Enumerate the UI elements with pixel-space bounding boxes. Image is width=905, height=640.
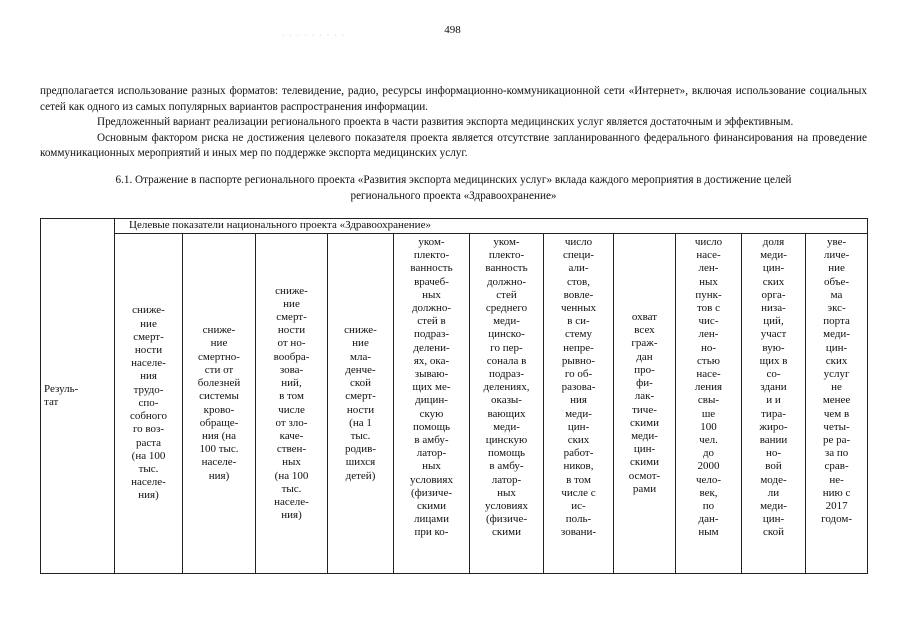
- table-cell-nurse-staffing: уком- плекто- ванность должно- стей среднего меди- цинско- го пер- сонала в подраз- делениях, оказы- вающих меди- цинскую помощь в амбу- латор- ных условиях (физиче- скими: [470, 234, 544, 574]
- table-cell-circulatory-mortality: сниже- ние смертно- сти от болезней системы крово- обраще- ния (на 100 тыс. населе- ния): [183, 234, 256, 574]
- scan-artifact: · · · · · · · · ·: [282, 33, 346, 39]
- table-cell-checkup-coverage: охват всех граж- дан про- фи- лак- тиче- скими меди- цин- скими осмот- рами: [614, 234, 676, 574]
- table-header-row: [41, 219, 868, 234]
- paragraph-risk: Основным фактором риска не достижения целевого показателя проекта является отсутствие запланированного федерального финансирования на проведение коммуникационных мероприятий и иных мер по поддержке экспорта медицинских услуг.: [40, 131, 867, 160]
- paragraph-formats: предполагается использование разных форматов: телевидение, радио, ресурсы информационно-коммуникационной сети «Интернет», включая использование социальных сетей как одного из самых популярных вариантов распространения информации.: [40, 85, 867, 113]
- table-cell-new-model-share: доля меди- цин- ских орга- низа- ций, участ вую- щих в со- здани и и тира- жиро- вании но- вой моде- ли меди- цин- ской: [742, 234, 806, 574]
- table-row: [41, 234, 868, 574]
- table-row-label-cell: [41, 219, 115, 574]
- passport-table: [40, 218, 868, 574]
- section-heading-line1: 6.1. Отражение в паспорте регионального проекта «Развития экспорта медицинских услуг» вклада каждого мероприятия в достижение целей: [115, 174, 792, 186]
- body-text: [40, 84, 867, 162]
- section-heading-line2: регионального проекта «Здравоохранение»: [350, 189, 557, 202]
- table-cell-continuing-education: число специ- али- стов, вовле- ченных в си- стему непре- рывно- го об- разова- ния меди- цин- ских работ- ников, в том числе с ис- поль- зовани-: [544, 234, 614, 574]
- table-cell-physician-staffing: уком- плекто- ванность врачеб- ных должно- стей в подраз- делени- ях, ока- зываю- щих ме- дицин- скую помощь в амбу- латор- ных условиях (физиче- скими лицами при ко-: [394, 234, 470, 574]
- table-cell-working-age-mortality: сниже- ние смерт- ности населе- ния трудо- спо- собного го воз- раста (на 100 тыс. населе- ния): [115, 234, 183, 574]
- table-row-label: Резуль- тат: [44, 382, 79, 408]
- table-cell-settlements: число насе- лен- ных пунк- тов с чис- лен- но- стью насе- ления свы- ше 100 чел. до 2000 чело- век, по дан- ным: [676, 234, 742, 574]
- table-header: Целевые показатели национального проекта «Здравоохранение»: [115, 219, 868, 234]
- page-number: 498: [444, 24, 461, 36]
- table-cell-export-volume: уве- личе- ние объе- ма экс- порта меди- цин- ских услуг не менее чем в четы- ре ра- за по срав- не- нию с 2017 годом-: [806, 234, 868, 574]
- table-cell-infant-mortality: сниже- ние мла- денче- ской смерт- ности (на 1 тыс. родив- шихся детей): [328, 234, 394, 574]
- paragraph-sufficiency: Предложенный вариант реализации регионального проекта в части развития экспорта медицинских услуг является достаточным и эффективным.: [97, 116, 794, 129]
- section-heading: [40, 173, 867, 204]
- table-cell-neoplasm-mortality: сниже- ние смерт- ности от но- вообра- зова- ний, в том числе от зло- каче- ствен- ных (на 100 тыс. населе- ния): [256, 234, 328, 574]
